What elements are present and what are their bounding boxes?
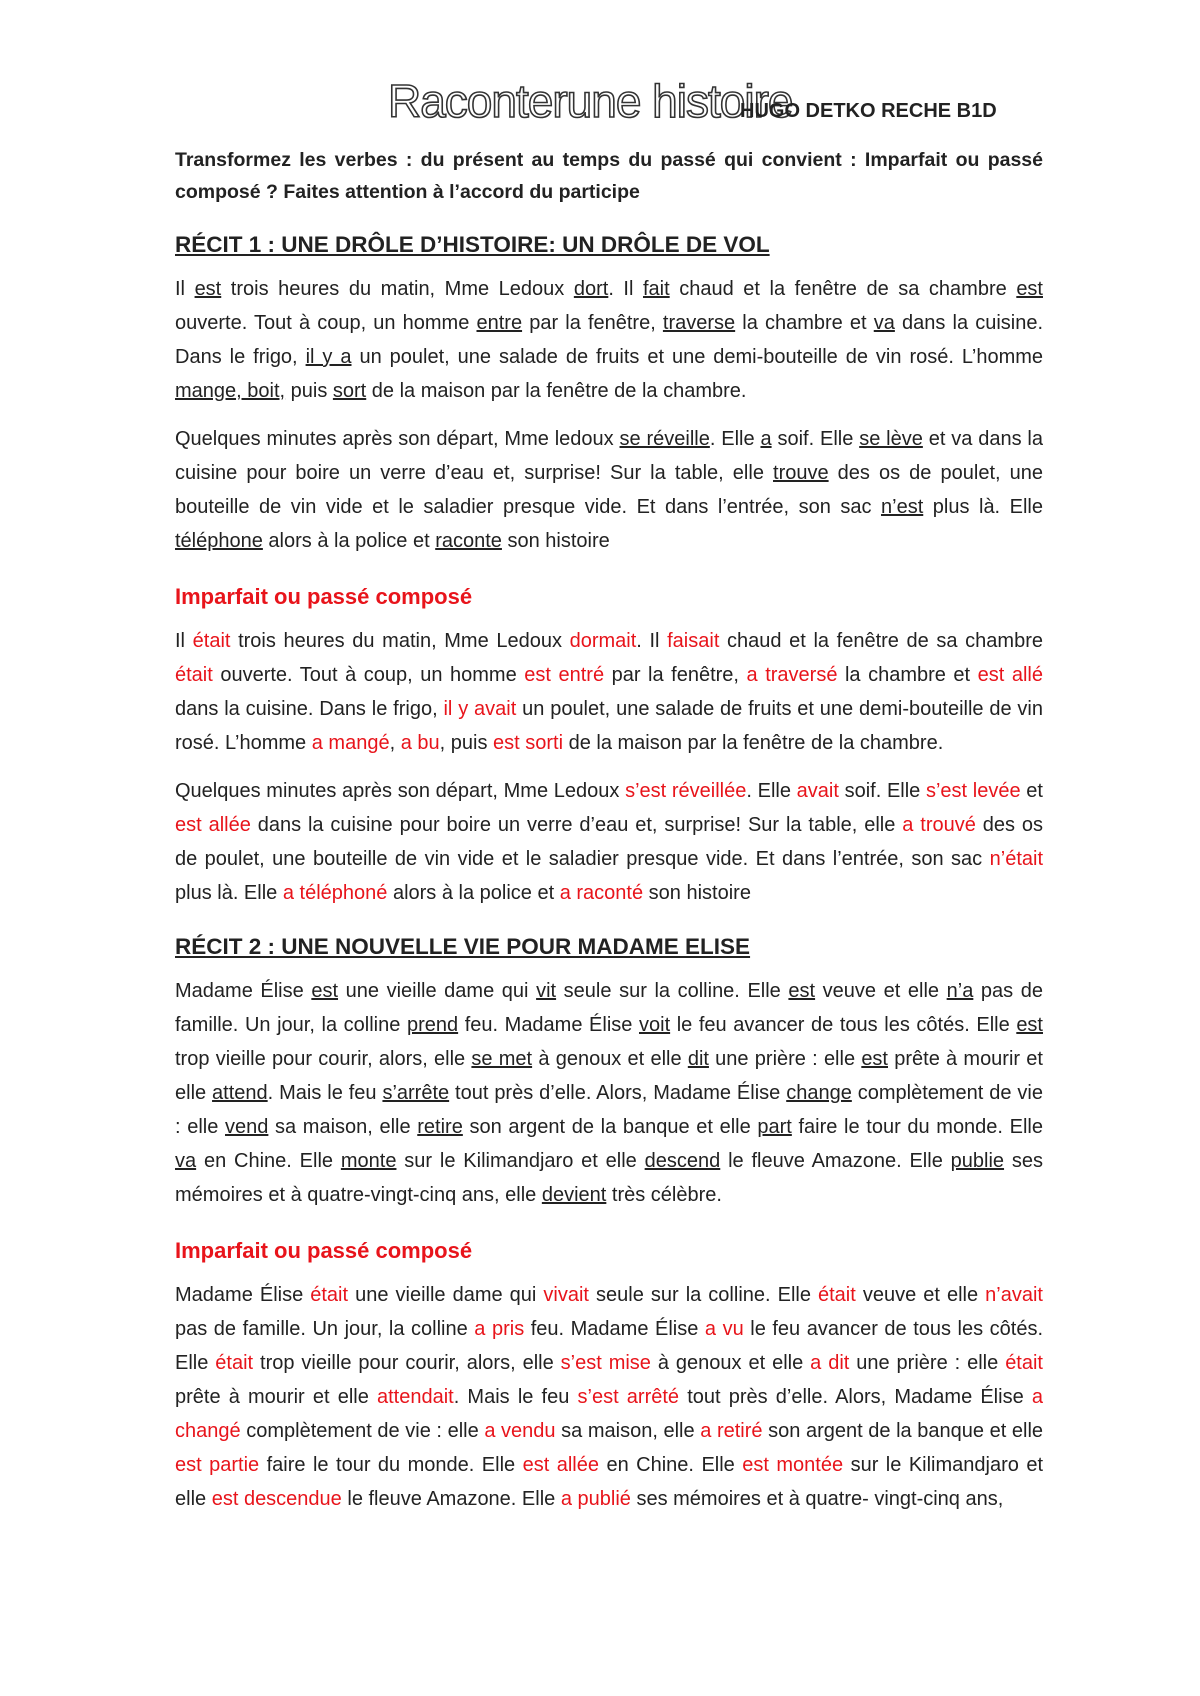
answer-verb: a trouvé [902,814,976,836]
text-run: dans la cuisine pour boire un verre d’eau et, surprise! Sur la table, elle [250,814,903,836]
answer-verb: a bu [400,732,440,754]
verb-to-conjugate: a [760,428,772,450]
verb-to-conjugate: change [786,1082,852,1104]
answer-verb: est sorti [493,732,564,754]
verb-to-conjugate: dit [687,1048,709,1070]
text-run: faire le tour du monde. Elle [791,1116,1043,1138]
text-run: sur le Kilimandjaro et elle [175,1454,1044,1510]
text-run: complètement de vie : elle [175,1082,1043,1138]
text-run: . Elle [746,780,797,802]
text-run: Il [175,278,195,300]
verb-to-conjugate: fait [642,278,670,300]
text-run: une prière : elle [849,1352,1006,1374]
verb-to-conjugate: va [175,1150,197,1172]
answer-verb: était [818,1284,856,1306]
answer-verb: a vendu [484,1420,556,1442]
text-run: une vieille dame qui [348,1284,544,1306]
text-run: en Chine. Elle [196,1150,341,1172]
answer-verb: a mangé [311,732,390,754]
answer-verb: s’est levée [925,780,1021,802]
text-run: Madame Élise [175,980,312,1002]
author-line: HUGO DETKO RECHE B1D [740,100,997,122]
text-run: la chambre et [837,664,978,686]
verb-to-conjugate: il y a [305,346,352,368]
text-run: prête à mourir et elle [175,1048,1043,1104]
text-run: le fleuve Amazone. Elle [720,1150,951,1172]
text-run: tout près d’elle. Alors, Madame Élise [449,1082,787,1104]
text-run: pas de famille. Un jour, la colline [175,1318,475,1340]
recit-1-answer-paragraph-2 [175,774,1043,910]
document-title: Raconterune histoire [388,75,793,127]
text-run: . Il [636,630,668,652]
answer-verb: s’est mise [560,1352,651,1374]
answer-verb: est partie [175,1454,260,1476]
answer-verb: est entré [524,664,605,686]
verb-to-conjugate: téléphone [175,530,263,552]
verb-to-conjugate: vit [536,980,557,1002]
text-run: . Il [608,278,643,300]
answer-verb: avait [796,780,839,802]
verb-to-conjugate: est [194,278,222,300]
verb-to-conjugate: vend [225,1116,269,1138]
answer-verb: a retiré [700,1420,763,1442]
text-run: chaud et la fenêtre de sa chambre [669,278,1017,300]
text-run: complètement de vie : elle [240,1420,485,1442]
text-run: . Mais le feu [267,1082,383,1104]
text-run: son argent de la banque et elle [762,1420,1044,1442]
verb-to-conjugate: n’est [881,496,924,518]
verb-to-conjugate: sort [332,380,367,402]
text-run: . Mais le feu [453,1386,578,1408]
text-run: alors à la police et [387,882,560,904]
text-run: veuve et elle [815,980,947,1002]
answer-verb: était [215,1352,254,1374]
text-run: sa maison, elle [268,1116,418,1138]
text-run: trois heures du matin, Mme Ledoux [230,630,570,652]
text-run: trop vieille pour courir, alors, elle [253,1352,561,1374]
text-run: le feu avancer de tous les côtés. Elle [670,1014,1017,1036]
answer-verb: il y avait [443,698,517,720]
text-run: le fleuve Amazone. Elle [341,1488,561,1510]
verb-to-conjugate: descend [644,1150,721,1172]
verb-to-conjugate: publie [950,1150,1005,1172]
recit-2-answer-paragraph-1 [175,1278,1043,1516]
text-run: chaud et la fenêtre de sa chambre [719,630,1043,652]
answer-verb: était [310,1284,349,1306]
verb-to-conjugate: se lève [859,428,923,450]
text-run: puis [285,380,333,402]
text-run: son histoire [501,530,610,552]
answer-verb: est montée [742,1454,844,1476]
document-content [175,72,1043,1516]
answer-verb: n’était [989,848,1043,870]
text-run: Madame Élise [175,1284,311,1306]
text-run: ses mémoires et à quatre-vingt-cinq ans, elle [175,1150,1043,1206]
text-run: alors à la police et [262,530,436,552]
answer-verb: a vu [704,1318,744,1340]
text-run: sur le Kilimandjaro et elle [396,1150,645,1172]
verb-to-conjugate: voit [639,1014,671,1036]
answer-verb: s’est réveillée [625,780,747,802]
answer-verb: a dit [810,1352,850,1374]
recit-2-answer-heading: Imparfait ou passé composé [175,1238,473,1263]
text-run: la chambre et [735,312,874,334]
recit-1-heading: RÉCIT 1 : UNE DRÔLE D’HISTOIRE: UN DRÔLE DE VOL [175,232,770,257]
text-run: son argent de la banque et elle [462,1116,758,1138]
text-run: soif. Elle [771,428,860,450]
recit-1-answer-paragraph-1 [175,624,1043,760]
recit-2-paragraph-1 [175,974,1043,1212]
verb-to-conjugate: se réveille [619,428,710,450]
answer-verb: n’avait [985,1284,1043,1306]
verb-to-conjugate: prend [406,1014,459,1036]
text-run: des os de poulet, une bouteille de vin vide et le saladier presque vide. Et dans l’entrée, son sac [175,462,1043,518]
verb-to-conjugate: attend [212,1082,268,1104]
verb-to-conjugate: traverse [662,312,736,334]
text-run: Quelques minutes après son départ, Mme Ledoux [175,780,626,802]
text-run: de la maison par la fenêtre de la chambre. [563,732,944,754]
text-run: des os de poulet, une bouteille de vin vide et le saladier presque vide. Et dans l’entrée, son sac [175,814,1044,870]
text-run: feu. Madame Élise [524,1318,705,1340]
verb-to-conjugate: est [861,1048,888,1070]
answer-verb: faisait [667,630,720,652]
answer-verb: était [1005,1352,1043,1374]
answer-verb: attendait [376,1386,454,1408]
text-run: dans la cuisine. Dans le frigo, [175,312,1044,368]
answer-verb: est allée [522,1454,600,1476]
text-run: à genoux et elle [650,1352,811,1374]
verb-to-conjugate: devient [541,1184,607,1206]
text-run: le feu avancer de tous les côtés. Elle [175,1318,1044,1374]
verb-to-conjugate: mange, boit, [175,380,286,402]
verb-to-conjugate: retire [417,1116,463,1138]
verb-to-conjugate: part [757,1116,792,1138]
text-run: ouverte. Tout à coup, un homme [212,664,525,686]
text-run: trois heures du matin, Mme Ledoux [221,278,574,300]
text-run: un poulet, une salade de fruits et une demi-bouteille de vin rosé. L’homme [175,698,1044,754]
text-run: une vieille dame qui [338,980,537,1002]
answer-verb: a téléphoné [282,882,388,904]
text-run: , puis [439,732,493,754]
verb-to-conjugate: se met [471,1048,533,1070]
text-run: Quelques minutes après son départ, Mme ledoux [175,428,620,450]
answer-verb: est allée [175,814,251,836]
answer-verb: a pris [474,1318,525,1340]
answer-verb: était [175,664,213,686]
text-run: pas de famille. Un jour, la colline [175,980,1044,1036]
text-run: feu. Madame Élise [458,1014,639,1036]
verb-to-conjugate: entre [476,312,523,334]
text-run: trop vieille pour courir, alors, elle [175,1048,472,1070]
answer-verb: est descendue [211,1488,342,1510]
text-run: Il [175,630,193,652]
text-run: prête à mourir et elle [175,1386,377,1408]
text-run: faire le tour du monde. Elle [259,1454,523,1476]
text-run: et va dans la cuisine pour boire un verre d’eau et, surprise! Sur la table, elle [175,428,1043,484]
text-run: dans la cuisine. Dans le frigo, [175,698,444,720]
verb-to-conjugate: va [873,312,895,334]
text-run: son histoire [643,882,751,904]
text-run: une prière : elle [708,1048,862,1070]
answer-verb: vivait [543,1284,589,1306]
recit-2-heading: RÉCIT 2 : UNE NOUVELLE VIE POUR MADAME ELISE [175,934,751,959]
text-run: , [389,732,401,754]
instructions: Transformez les verbes : du présent au temps du passé qui convient : Imparfait ou passé composé ? Faites attention à l’accord du participe [175,149,1043,203]
verb-to-conjugate: raconte [435,530,502,552]
text-run: veuve et elle [855,1284,986,1306]
text-run: à genoux et elle [532,1048,688,1070]
text-run: ouverte. Tout à coup, un homme [175,312,477,334]
text-run: seule sur la colline. Elle [588,1284,818,1306]
answer-verb: est allé [977,664,1043,686]
answer-verb: a changé [175,1386,1043,1442]
text-run: par la fenêtre, [522,312,663,334]
verb-to-conjugate: est [788,980,816,1002]
text-run: sa maison, elle [555,1420,701,1442]
verb-to-conjugate: est [1016,278,1043,300]
text-run: soif. Elle [838,780,926,802]
text-run: un poulet, une salade de fruits et une demi-bouteille de vin rosé. L’homme [351,346,1044,368]
text-run: ses mémoires et à quatre- vingt-cinq ans, [630,1488,1004,1510]
title-row [175,72,1043,130]
text-run: seule sur la colline. Elle [556,980,789,1002]
verb-to-conjugate: n’a [946,980,974,1002]
recit-1-paragraph-1 [175,272,1043,408]
verb-to-conjugate: s’arrête [382,1082,450,1104]
recit-1-answer-heading: Imparfait ou passé composé [175,584,473,609]
answer-verb: s’est arrêté [577,1386,680,1408]
verb-to-conjugate: trouve [773,462,829,484]
answer-verb: était [192,630,231,652]
text-run: et [1020,780,1043,802]
verb-to-conjugate: dort [573,278,609,300]
text-run: très célèbre. [606,1184,722,1206]
text-run: . Elle [709,428,761,450]
text-run: plus là. Elle [175,882,283,904]
text-run: par la fenêtre, [604,664,747,686]
text-run: de la maison par la fenêtre de la chambre. [366,380,747,402]
recit-1-paragraph-2 [175,422,1043,558]
answer-verb: dormait [569,630,637,652]
answer-verb: a publié [560,1488,631,1510]
verb-to-conjugate: est [1016,1014,1043,1036]
verb-to-conjugate: monte [340,1150,397,1172]
answer-verb: a traversé [746,664,838,686]
verb-to-conjugate: est [311,980,339,1002]
text-run: plus là. Elle [923,496,1043,518]
answer-verb: a raconté [559,882,644,904]
text-run: en Chine. Elle [599,1454,743,1476]
text-run: tout près d’elle. Alors, Madame Élise [679,1386,1032,1408]
